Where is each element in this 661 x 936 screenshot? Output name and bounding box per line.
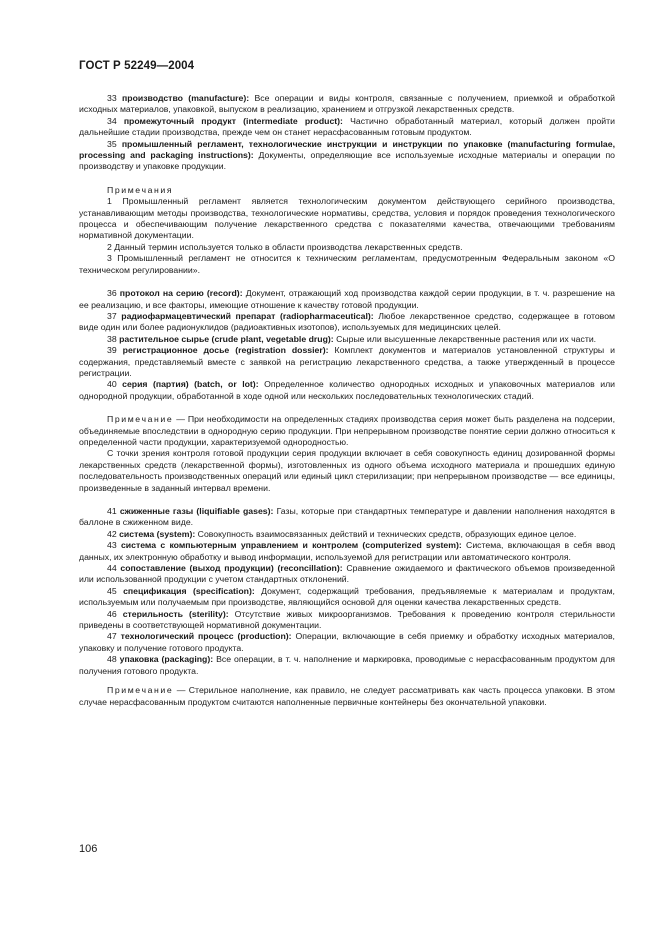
paragraph: 1 Промышленный регламент является технологическим документом действующего серийного производства, устанавливающим методы производства, технологические нормативы, средства, условия и порядок проведения технологического процесса и обеспечивающим получение лекарственного средства с показателями качества, отвечающими требованиям нормативной документации. [79, 196, 615, 241]
spacer [79, 173, 615, 185]
term-text: Отсутствие живых микроорганизмов. Требования к проведению контроля стерильности приведены в соответствующей нормативной документации. [79, 608, 615, 631]
note [79, 414, 615, 448]
term-definition [79, 506, 615, 529]
term-name: производство (manufacture): [122, 93, 250, 103]
term-number: 40 [107, 379, 117, 390]
term-text: Документы, определяющие все используемые исходные материалы и операции по производству и упаковке продукции. [79, 150, 615, 172]
term-text: Документ, содержащий требования, предъявляемые к материалам и продуктам, используемым или получаемым при производстве, являющийся основой для оценки качества лекарственных средств. [79, 585, 615, 608]
term-text: Система, включающая в себя ввод данных, их электронную обработку и вывод информации, используемой для регистрации или автоматического контроля. [79, 540, 616, 562]
term-name: регистрационное досье (registration dossier): [122, 345, 329, 356]
term-number: 35 [107, 138, 117, 149]
term-name: сжиженные газы (liquifiable gases): [119, 506, 274, 516]
page-number: 106 [79, 843, 98, 855]
term-number: 36 [107, 288, 117, 299]
term-definition [79, 563, 615, 586]
term-name: система (system): [119, 528, 196, 539]
term-text: Определенное количество однородных исходных и упаковочных материалов или однородной продукции, обработанной в ходе одной или нескольких последовательных технологических стадий. [79, 379, 615, 401]
term-text: Частично обработанный материал, который должен пройти дальнейшие стадии производства, прежде чем он станет нерасфасованным готовым продуктом. [79, 115, 615, 138]
term-name: сопоставление (выход продукции) (reconcillation): [120, 563, 343, 574]
term-number: 42 [107, 528, 117, 539]
term-text: Документ, отражающий ход производства каждой серии продукции, в т. ч. разрешение на ее реализацию, и все факторы, имеющие отношение к качеству готовой продукции. [79, 288, 616, 310]
notes-title-text: Примечания [107, 184, 174, 195]
term-definition [79, 345, 615, 379]
term-definition [79, 139, 615, 173]
term-name: стерильность (sterility): [122, 608, 229, 619]
document-body [79, 93, 615, 708]
term-number: 38 [107, 333, 117, 344]
paragraph: 2 Данный термин используется только в области производства лекарственных средств. [107, 241, 463, 252]
note-text: — При необходимости на определенных стадиях производства серия может быть разделена на подсерии, объединяемые впоследствии в однородную серию продукции. При непрерывном производстве понятие серии должно относиться к определенной части продукции, характеризуемой однородностью. [79, 414, 615, 447]
term-definition [79, 654, 615, 677]
term-number: 39 [107, 345, 117, 356]
term-name: радиофармацевтический препарат (radiopharmaceutical): [121, 310, 374, 321]
term-definition [79, 311, 615, 334]
spacer [79, 494, 615, 506]
term-text: Операции, включающие в себя приемку и обработку исходных материалов, упаковку и получение готового продукта. [79, 631, 615, 653]
term-number: 34 [107, 115, 117, 126]
term-number: 48 [107, 654, 117, 665]
term-definition [79, 631, 615, 654]
term-definition [79, 288, 615, 311]
term-definition [79, 334, 615, 345]
term-text: Все операции, в т. ч. наполнение и маркировка, проводимые с нерасфасованным продуктом для получения готового продукта. [79, 654, 616, 676]
term-text: Все операции и виды контроля, связанные с получением, приемкой и обработкой исходных материалов, упаковкой, выпуском в реализацию, хранением и отгрузкой лекарственных средств. [79, 93, 616, 115]
term-definition [79, 609, 615, 632]
term-definition [79, 379, 615, 402]
spacer [79, 402, 615, 414]
term-number: 37 [107, 310, 117, 321]
term-name: протокол на серию (record): [119, 288, 243, 299]
notes-title [79, 185, 615, 196]
term-name: упаковка (packaging): [119, 654, 214, 665]
note-text: — Стерильное наполнение, как правило, не следует рассматривать как часть процесса упаковки. В этом случае нерасфасованным продуктом считаются наполненные первичные контейнеры без окончательной упаковки. [79, 685, 615, 707]
note-label: Примечание [107, 685, 174, 696]
term-definition [79, 116, 615, 139]
term-text: Газы, которые при стандартных температуре и давлении наполнения находятся в баллоне в сжиженном виде. [79, 506, 615, 528]
note-label: Примечание [107, 414, 174, 425]
term-name: система с компьютерным управлением и контролем (computerized system): [120, 540, 462, 551]
term-number: 41 [107, 506, 117, 516]
spacer [79, 276, 615, 288]
term-number: 43 [107, 540, 117, 551]
term-text: Комплект документов и материалов установленной структуры и содержания, представляемый вместе с заявкой на регистрацию лекарственного средства, а также утвержденный в процессе регистрации. [79, 345, 615, 378]
term-number: 45 [107, 585, 117, 596]
term-name: промышленный регламент, технологические инструкции и инструкции по упаковке (manufacturing formulae, processing and packaging instructions): [79, 138, 615, 161]
term-name: спецификация (specification): [123, 585, 255, 596]
term-text: Любое лекарственное средство, содержащее в готовом виде один или более радионуклидов (радиоактивных изотопов), используемых для медицинских целей. [79, 310, 616, 333]
term-number: 47 [107, 631, 117, 642]
paragraph: 3 Промышленный регламент не относится к техническим регламентам, предусмотренным Федеральным законом «О техническом регулировании». [79, 253, 615, 275]
term-name: растительное сырье (crude plant, vegetable drug): [119, 333, 334, 344]
term-number: 46 [107, 608, 117, 619]
term-name: серия (партия) (batch, or lot): [122, 379, 259, 390]
term-definition [79, 586, 615, 609]
spacer [79, 677, 615, 685]
term-name: промежуточный продукт (intermediate product): [123, 115, 343, 126]
document-header: ГОСТ Р 52249—2004 [79, 60, 195, 72]
note [79, 685, 615, 708]
term-number: 33 [107, 93, 117, 103]
term-text: Сравнение ожидаемого и фактического объемов произведенной или использованной продукции с учетом стандартных отклонений. [79, 563, 615, 585]
paragraph: С точки зрения контроля готовой продукции серия продукции включает в себя совокупность единиц дозированной формы лекарственных средств (лекарственной формы), изготовленных из одного объема исходного материала и прошедших единую последовательность производственных операций или единый цикл стерилизации; при непрерывном производстве — все единицы, произведенные в заданный интервал времени. [79, 448, 615, 493]
term-definition [79, 529, 615, 540]
term-text: Совокупность взаимосвязанных действий и технических средств, образующих единое целое. [197, 528, 577, 539]
term-definition [79, 540, 615, 563]
term-definition [79, 93, 615, 116]
term-number: 44 [107, 563, 117, 574]
term-text: Сырые или высушенные лекарственные растения или их части. [336, 333, 597, 344]
term-name: технологический процесс (production): [120, 631, 292, 642]
